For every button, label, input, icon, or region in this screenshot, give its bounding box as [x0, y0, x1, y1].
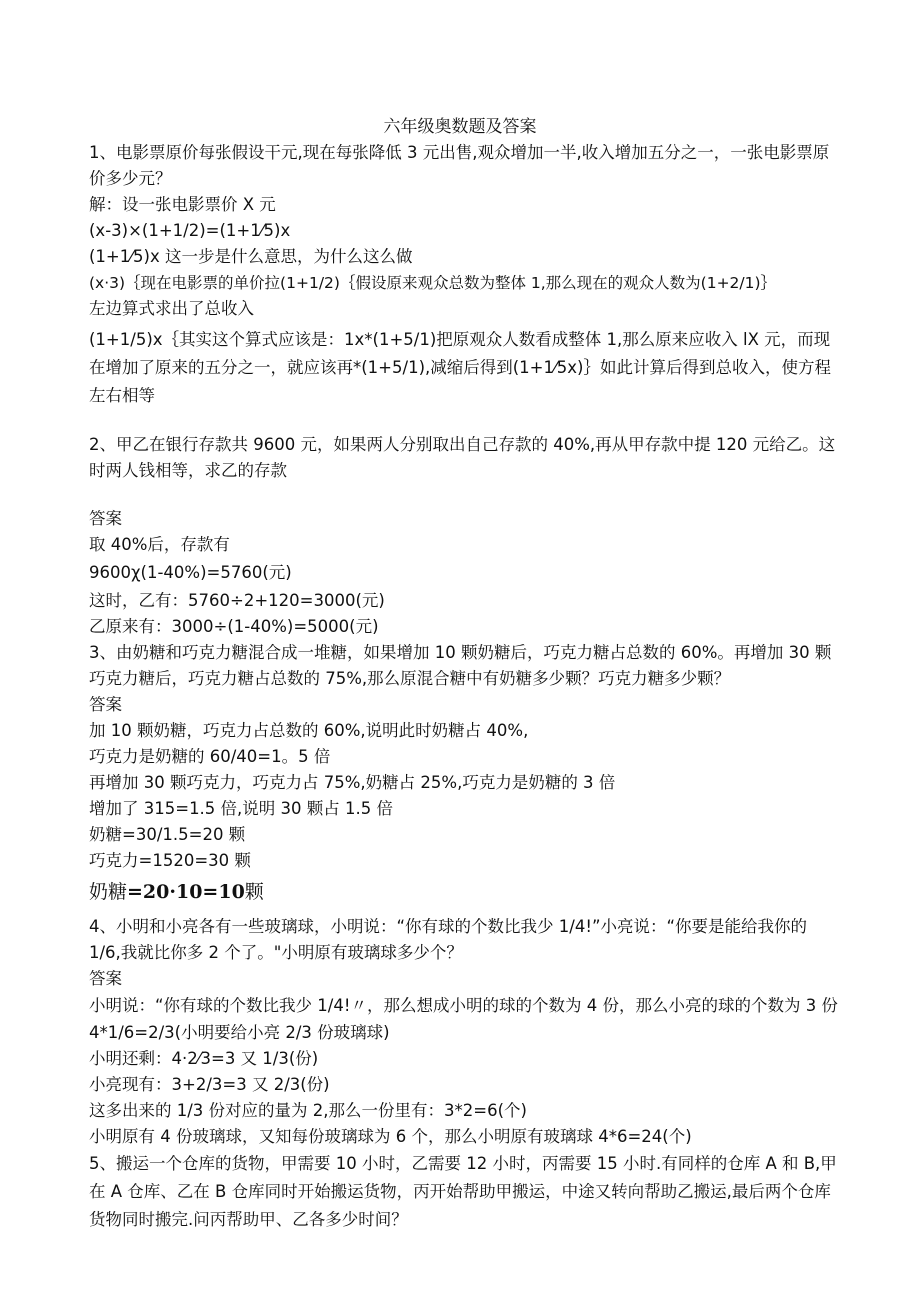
question-3: 3、由奶糖和巧克力糖混合成一堆糖，如果增加 10 颗奶糖后，巧克力糖占总数的 60%。再增加 30 颗巧克力糖后，巧克力糖占总数的 75%,那么原混合糖中有奶糖多少颗？巧克力糖多少颗？ — [89, 643, 832, 688]
q4-line-3: 小明还剩：4·2⁄3=3 又 1/3(份) — [89, 1049, 319, 1068]
document-body — [89, 140, 839, 1234]
q4-line-6: 小明原有 4 份玻璃球，又知每份玻璃球为 6 个，那么小明原有玻璃球 4*6=24(个) — [89, 1127, 692, 1146]
q1-line-3: (1+1⁄5)x 这一步是什么意思，为什么这么做 — [89, 247, 413, 266]
q3-line-1: 加 10 颗奶糖，巧克力占总数的 60%,说明此时奶糖占 40%, — [89, 721, 529, 740]
q4-line-5: 这多出来的 1/3 份对应的量为 2,那么一份里有：3*2=6(个) — [89, 1101, 527, 1120]
question-2: 2、甲乙在银行存款共 9600 元，如果两人分别取出自己存款的 40%,再从甲存款中提 120 元给乙。这时两人钱相等，求乙的存款 — [89, 435, 836, 480]
q3-line-2: 巧克力是奶糖的 60/40=1。5 倍 — [89, 747, 331, 766]
q2-line-4: 乙原来有：3000÷(1-40%)=5000(元) — [89, 617, 379, 636]
q1-line-2: (x-3)×(1+1/2)=(1+1⁄5)x — [89, 221, 291, 240]
q1-line-4: (x·3)｛现在电影票的单价拉(1+1/2)｛假设原来观众总数为整体 1,那么现在的观众人数为(1+2/1)｝ — [89, 274, 777, 292]
page-title: 六年级奥数题及答案 — [383, 117, 537, 137]
q4-line-4: 小亮现有：3+2/3=3 又 2/3(份) — [89, 1075, 330, 1094]
q1-line-5: 左边算式求出了总收入 — [89, 299, 254, 318]
q3-line-5: 奶糖=30/1.5=20 颗 — [89, 825, 246, 844]
question-1: 1、电影票原价每张假设干元,现在每张降低 3 元出售,观众增加一半,收入增加五分之一，一张电影票原价多少元？ — [89, 143, 830, 188]
q2-line-2: 9600χ(1-40%)=5760(元) — [89, 563, 292, 582]
q2-line-1: 取 40%后，存款有 — [89, 535, 230, 554]
q3-final-prefix: 奶糖 — [89, 881, 128, 903]
q3-line-6: 巧克力=1520=30 颗 — [89, 851, 251, 870]
q3-final-expr: =20·10=10 — [127, 881, 245, 903]
question-5: 5、搬运一个仓库的货物，甲需要 10 小时，乙需要 12 小时，丙需要 15 小时.有同样的仓库 A 和 B,甲在 A 仓库、乙在 B 仓库同时开始搬运货物，丙开始帮助甲搬运，中途又转向帮助乙搬运,最后两个仓库货物同时搬完.问丙帮助甲、乙各多少时间？ — [89, 1154, 837, 1229]
q1-line-6: (1+1/5)x｛其实这个算式应该是：1x*(1+5/1)把原观众人数看成整体 1,那么原来应收入 lX 元，而现在增加了原来的五分之一，就应该再*(1+5/1),减缩后得到(1+1⁄5x)｝如此计算后得到总收入，使方程左右相等 — [89, 330, 831, 405]
q2-line-3: 这时，乙有：5760÷2+120=3000(元) — [89, 591, 385, 610]
q3-line-3: 再增加 30 颗巧克力，巧克力占 75%,奶糖占 25%,巧克力是奶糖的 3 倍 — [89, 773, 616, 792]
q1-line-1: 解：设一张电影票价 X 元 — [89, 195, 276, 214]
q4-answer-label: 答案 — [89, 969, 122, 988]
q4-line-2: 4*1/6=2/3(小明要给小亮 2/3 份玻璃球) — [89, 1023, 390, 1042]
q2-answer-label: 答案 — [89, 509, 122, 528]
q3-line-4: 增加了 315=1.5 倍,说明 30 颗占 1.5 倍 — [89, 799, 394, 818]
q4-line-1: 小明说：“你有球的个数比我少 1/4!〃，那么想成小明的球的个数为 4 份，那么小亮的球的个数为 3 份 — [89, 996, 838, 1015]
q3-final-line — [89, 874, 839, 910]
q3-final-suffix: 颗 — [244, 881, 264, 903]
q3-answer-label: 答案 — [89, 695, 122, 714]
question-4: 4、小明和小亮各有一些玻璃球，小明说：“你有球的个数比我少 1/4!”小亮说：“你要是能给我你的 1/6,我就比你多 2 个了。"小明原有玻璃球多少个？ — [89, 917, 808, 962]
